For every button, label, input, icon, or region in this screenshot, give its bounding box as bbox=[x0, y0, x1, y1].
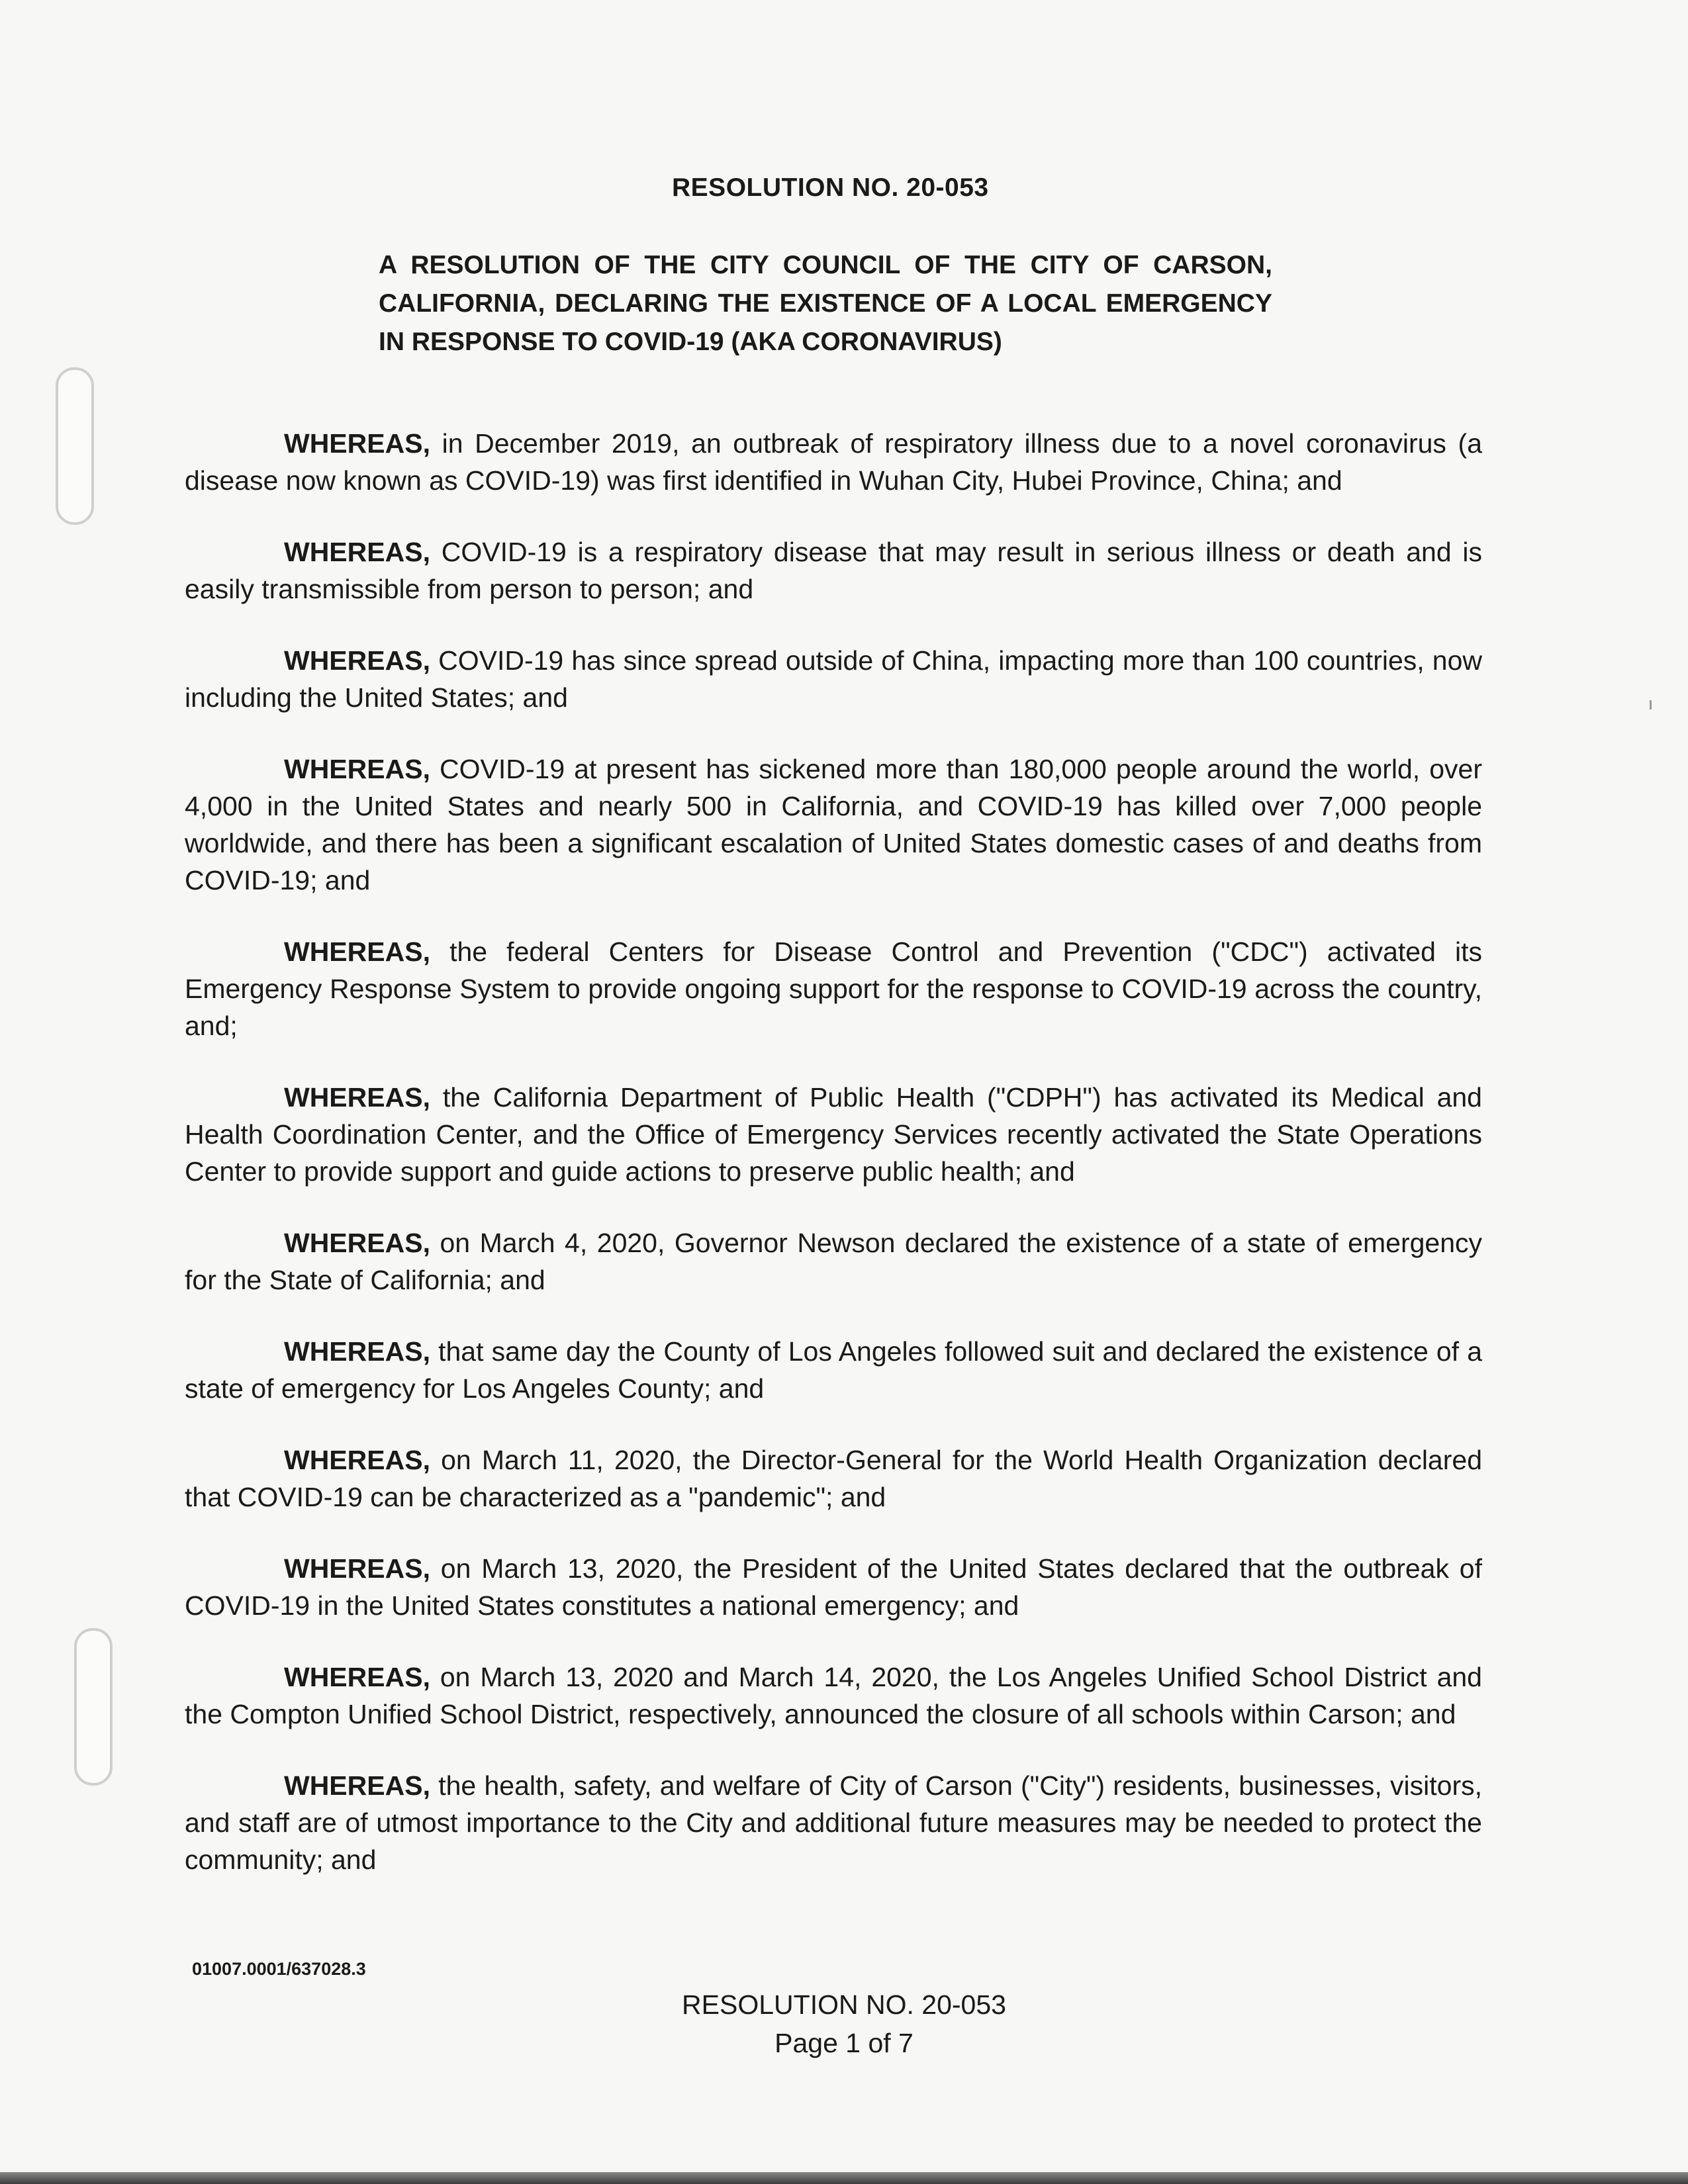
scan-bottom-edge bbox=[0, 2172, 1688, 2184]
footer-resolution-number: RESOLUTION NO. 20-053 bbox=[682, 1989, 1006, 2020]
clause-text: the health, safety, and welfare of City of Carson ("City") residents, businesses, visitors, and staff are of utmost importance to the City and additional future measures may be needed to protect the community; and bbox=[185, 1770, 1482, 1875]
clause-lead: WHEREAS, bbox=[284, 1662, 430, 1692]
whereas-paragraph bbox=[185, 1441, 1482, 1516]
whereas-paragraph bbox=[185, 751, 1482, 899]
clause-lead: WHEREAS, bbox=[284, 936, 430, 967]
whereas-paragraph bbox=[185, 1550, 1482, 1624]
clause-lead: WHEREAS, bbox=[284, 645, 430, 676]
clause-text: on March 13, 2020 and March 14, 2020, the Los Angeles Unified School District and the Compton Unified School District, respectively, announced the closure of all schools within Carson; and bbox=[185, 1662, 1482, 1729]
whereas-clauses bbox=[185, 425, 1482, 1913]
punch-hole-mark bbox=[74, 1628, 113, 1786]
clause-text: COVID-19 at present has sickened more than 180,000 people around the world, over 4,000 in the United States and nearly 500 in California, and COVID-19 has killed over 7,000 people worldwide, and there has been a significant escalation of United States domestic cases of and deaths from COVID-19; and bbox=[185, 754, 1482, 895]
clause-lead: WHEREAS, bbox=[284, 1228, 430, 1258]
punch-hole-mark bbox=[56, 367, 94, 525]
clause-text: on March 13, 2020, the President of the United States declared that the outbreak of COVID-19 in the United States constitutes a national emergency; and bbox=[185, 1553, 1482, 1621]
clause-lead: WHEREAS, bbox=[284, 537, 430, 567]
whereas-paragraph bbox=[185, 1333, 1482, 1407]
clause-lead: WHEREAS, bbox=[284, 1336, 430, 1367]
clause-text: COVID-19 has since spread outside of China, impacting more than 100 countries, now including the United States; and bbox=[185, 645, 1482, 713]
resolution-subtitle: A RESOLUTION OF THE CITY COUNCIL OF THE CITY OF CARSON, CALIFORNIA, DECLARING THE EXISTENCE OF A LOCAL EMERGENCY IN RESPONSE TO COVID-19 (AKA CORONAVIRUS) bbox=[379, 251, 1272, 356]
whereas-paragraph bbox=[185, 533, 1482, 608]
whereas-paragraph bbox=[185, 1659, 1482, 1733]
whereas-paragraph bbox=[185, 1767, 1482, 1878]
clause-lead: WHEREAS, bbox=[284, 1082, 430, 1113]
clause-lead: WHEREAS, bbox=[284, 754, 430, 784]
resolution-title: RESOLUTION NO. 20-053 bbox=[672, 173, 989, 202]
clause-text: in December 2019, an outbreak of respiratory illness due to a novel coronavirus (a disease now known as COVID-19) was first identified in Wuhan City, Hubei Province, China; and bbox=[185, 428, 1482, 496]
whereas-paragraph bbox=[185, 1079, 1482, 1190]
page-number: Page 1 of 7 bbox=[774, 2028, 914, 2058]
clause-text: on March 4, 2020, Governor Newson declared the existence of a state of emergency for the State of California; and bbox=[185, 1228, 1482, 1295]
clause-lead: WHEREAS, bbox=[284, 428, 430, 459]
clause-lead: WHEREAS, bbox=[284, 1770, 430, 1801]
clause-text: COVID-19 is a respiratory disease that may result in serious illness or death and is easily transmissible from person to person; and bbox=[185, 537, 1482, 604]
whereas-paragraph bbox=[185, 933, 1482, 1044]
clause-text: the California Department of Public Health ("CDPH") has activated its Medical and Health Coordination Center, and the Office of Emergency Services recently activated the State Operations Center to provide support and guide actions to preserve public health; and bbox=[185, 1082, 1482, 1187]
clause-lead: WHEREAS, bbox=[284, 1553, 430, 1584]
clause-text: on March 11, 2020, the Director-General for the World Health Organization declared that COVID-19 can be characterized as a "pandemic"; and bbox=[185, 1445, 1482, 1512]
whereas-paragraph bbox=[185, 642, 1482, 716]
clause-text: the federal Centers for Disease Control and Prevention ("CDC") activated its Emergency Response System to provide ongoing support for the response to COVID-19 across the country, and; bbox=[185, 936, 1482, 1041]
scan-speck bbox=[1650, 700, 1652, 709]
whereas-paragraph bbox=[185, 425, 1482, 499]
clause-lead: WHEREAS, bbox=[284, 1445, 430, 1475]
whereas-paragraph bbox=[185, 1224, 1482, 1298]
document-number: 01007.0001/637028.3 bbox=[192, 1959, 366, 1979]
clause-text: that same day the County of Los Angeles followed suit and declared the existence of a state of emergency for Los Angeles County; and bbox=[185, 1336, 1482, 1404]
